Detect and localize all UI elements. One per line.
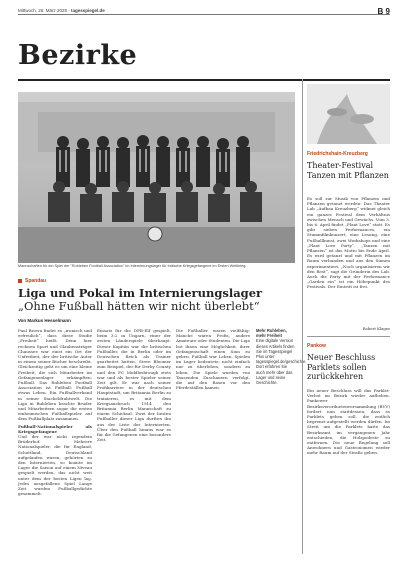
column-divider	[302, 79, 303, 554]
article-byline: Von Markus Hesselmann	[18, 318, 71, 323]
kicker-label: Spandau	[25, 278, 47, 284]
sidebar-text-2	[307, 388, 390, 548]
article-paragraph: Und der war nicht irgendein Brüderhof. Mehrere Nationalspieler, die für England, Schottland, Deutschland aufgelaufen waren, gehörten zu den Internierten, so konnte im Lager die Saison auf einem Niveau gespielt werden, das nicht weit unter dem der besten Ligen lag. Jedes ausgefallene Spiel Lange Zeit wurden Fußballgedichte gesammelt.	[18, 434, 92, 497]
info-box-text: Eine digitale Version dieses Artikels finden Sie im Tagesspiegel Plus unter tagesspiegel.de/geschichte. Dort erfahren Sie auch mehr über das Lager und seine Geschichte.	[256, 338, 307, 386]
sidebar-headline-2: Neuer Beschluss Parklets sollen zurückkehren	[307, 353, 376, 381]
sidebar-paragraph: Es soll zur Musik von Pflanzen und Pflanzen getanzt werden: Das Theater Lab „Aufbau Kreuzberg“ widmet gleich ein ganzes Festival dem Verhältnis zwischen Mensch und Gewächs. Vom 3. bis 6. April findet „Plant Love“ statt. Es gibt sieben Performances, ein Stummfilmkonzert, eine Lesung, eine Fußballkunst, zwei Workshops und eine „Plant Love Party“. „Tanzen mit Pflanzen“ ist das Motto bis Ende April. Es wird getanzt und mit Pflanzen im Raum verbunden und aus den Sinnen experimentiert. „Noch organisieren wir den Rest“, sagt die Gründerin des Lab. Auch die Party mit der Performance „Garden ein“ ist ein Höhepunkt des Festivals. Der Eintritt ist frei.	[307, 196, 390, 290]
article-paragraph: Paul Brown findet es „ironisch und erfreulich“, dass diese Studie „Freiheit“ heißt. Denn hier rechnen Sport und Glaubensträger Chaussee war einst ein Ort der Unfreiheit, der der britische Autor in einem seiner Bücher beschreibt. Gleichzeitig geht es um eine kleine Freiheit, die sich Mitarbeiter im Gefangenenlager erkämpften: Fußball. Das Ruhleben Football Association ist Fußball: Fußball etwas Leben. Ein Fußballverband in seiner Stacheldrahtwelt. Die Liga in Ruhleben brachte Bruder und Mitarbeitern sogar die ersten einheimischen Fußballspieler auf dem Fußballplatz zusammen.	[18, 328, 92, 422]
team-photo	[18, 92, 295, 263]
sidebar-photo	[307, 84, 390, 144]
issue-date: Mittwoch, 26. März 2025	[18, 8, 68, 13]
article-kicker	[18, 278, 46, 284]
article-column-3	[176, 328, 250, 390]
article-subhead: „Ohne Fußball hätten wir nicht überlebt“	[18, 299, 260, 313]
sidebar-credit-1: Robert Klages	[362, 326, 390, 331]
sidebar-separator	[307, 336, 390, 337]
article-column-2	[97, 328, 171, 442]
article-paragraph: Einsatz für die DFB-Elf gespielt, beim 3:2 in Ungarn, einer der ersten Länderspiele überhaupt. Dieser Kapitän war die britischen Fußballer, die in Berlin oder im Deutschen Reich als Trainer gearbeitet hatten. Steve Bloomer zum Beispiel, der für Derby County und den FC Middlesbrough stets war und als bester Spieler seiner Zeit gilt. Er war nach seiner Profikarriere in der deutschen Hauptstadt, um Britannia Berlin zu trainieren, es mit dem Kriegsausbruch 1914 den Britannia Berlin Mannschaft zu einem Schicksal. Zwei der besten Fußballer dieser Liga durften ihn aus der Liste der Internierten. Über den Fußball hinaus war es für die Gefangenen eine besondere Zeit.	[97, 328, 171, 443]
header-rule	[18, 14, 390, 15]
team-photo-illustration	[18, 92, 295, 263]
page-meta: Mittwoch, 26. März 2025 · tagesspiegel.de	[18, 8, 105, 13]
sidebar-kicker-1: Friedrichshain-Kreuzberg	[307, 151, 368, 157]
sidebar-text-1	[307, 196, 390, 324]
article-paragraph: Die Fußballer waren vielfältig: Manche waren Profis, andere Amateure oder Studenten. Die Liga bot ihnen eine Möglichkeit, ihrer Gefangenschaft einen Sinn zu geben. Fußball war Leben, Spielen im Lager bedeutete, nicht einfach nur zu überleben, sondern zu leben. Die Spiele wurden von Tausenden Zuschauern verfolgt, die auf den Rasen vor den Pferdeställen kamen.	[176, 328, 250, 391]
kicker-square-icon	[18, 279, 22, 283]
sidebar-kicker-2: Pankow	[307, 343, 326, 349]
article-subheading: Fußball-Nationalspieler als Kriegsgefangene	[18, 423, 92, 434]
article-column-1	[18, 328, 92, 497]
plant-photo-illustration	[307, 84, 390, 144]
page-number: B 9	[377, 7, 390, 16]
sidebar-headline-1: Theater-Festival Tanzen mit Pflanzen	[307, 161, 389, 180]
article-headline: Liga und Pokal im Internierungslager	[18, 286, 263, 300]
site-name: tagesspiegel.de	[71, 8, 105, 13]
info-box-title: Mehr Ruhleben, mehr Freiheit	[256, 328, 287, 339]
photo-caption: Mannschaften für ein Spiel der "Ruhleben Football Association" im Internierungslager für britische Kriegsgefangene im Ersten Weltkrieg.	[18, 264, 247, 268]
section-rule	[18, 79, 390, 81]
info-box	[256, 328, 307, 386]
sidebar-paragraph: Ein neuer Beschluss will das Parklet-Verbot im Bezirk wieder aufheben. Pankower Bezirksverordnetenversammlung (BVV) fordert nun stattdessen, dass es Parklets geben soll, die zeitlich begrenzt aufgestellt werden dürfen. Im Streit um die Parklets hatte das Bezirksamt im vergangenen Jahr entschieden, die Holzpodeste zu entfernen. Die neue Regelung soll Anwohnern und Gastronomen wieder mehr Raum auf der Straße geben.	[307, 388, 390, 456]
section-title: Bezirke	[18, 40, 138, 71]
